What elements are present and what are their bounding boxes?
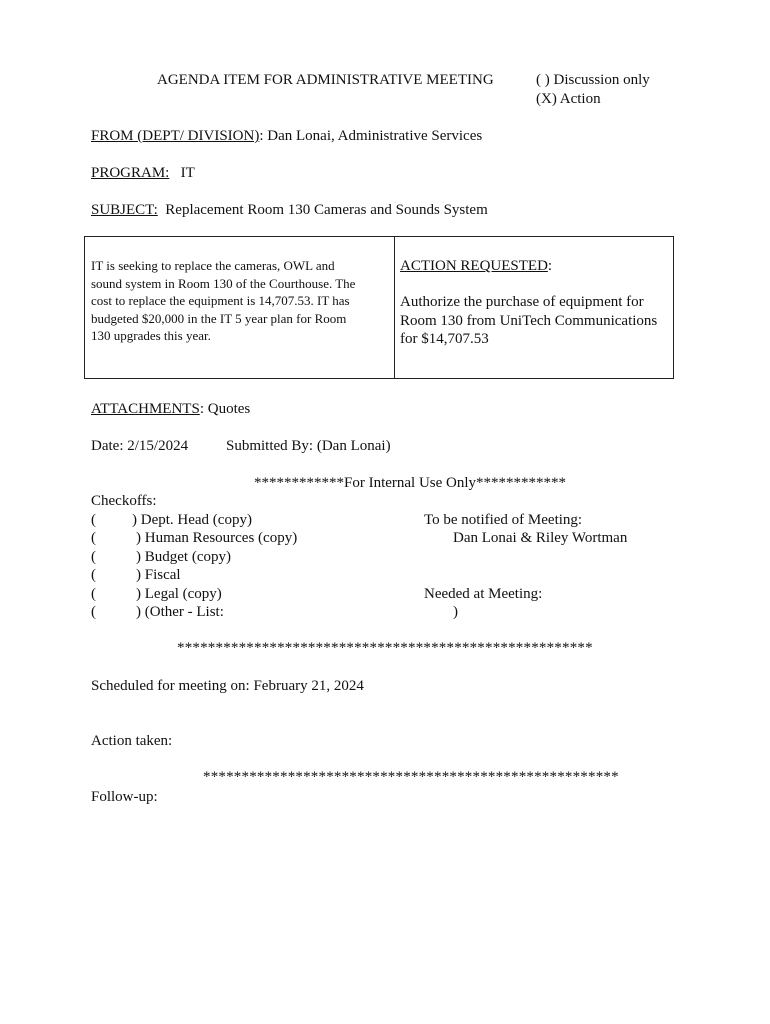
checkoff-open-paren: ( xyxy=(91,512,96,528)
from-value: : Dan Lonai, Administrative Services xyxy=(259,128,483,144)
checkoff-open-paren: ( xyxy=(91,586,96,602)
internal-use-banner: ************For Internal Use Only************ xyxy=(254,475,567,491)
subject-value: Replacement Room 130 Cameras and Sounds System xyxy=(165,202,488,218)
program-line xyxy=(91,164,195,182)
submitted-by-field: Submitted By: (Dan Lonai) xyxy=(226,438,391,454)
action-requested-label: ACTION REQUESTED xyxy=(400,258,548,274)
follow-up-label: Follow-up: xyxy=(91,789,158,805)
needed-at-meeting-value: ) xyxy=(453,604,458,620)
program-value: IT xyxy=(180,165,195,181)
from-line xyxy=(91,127,482,145)
program-label: PROGRAM: xyxy=(91,165,170,181)
action-option: (X) Action xyxy=(536,91,601,107)
needed-at-meeting-label: Needed at Meeting: xyxy=(424,586,543,602)
agenda-title: AGENDA ITEM FOR ADMINISTRATIVE MEETING xyxy=(157,72,494,88)
date-field: Date: 2/15/2024 xyxy=(91,438,189,454)
checkoffs-title: Checkoffs: xyxy=(91,493,157,509)
table-divider xyxy=(394,237,395,378)
subject-label: SUBJECT: xyxy=(91,202,158,218)
checkoff-fiscal: ) Fiscal xyxy=(136,567,181,583)
attachments-label: ATTACHMENTS xyxy=(91,401,200,417)
checkoff-human-resources: ) Human Resources (copy) xyxy=(136,530,298,546)
action-requested-heading xyxy=(400,257,552,275)
checkoff-legal: ) Legal (copy) xyxy=(136,586,222,602)
attachments-value: : Quotes xyxy=(199,401,251,417)
from-label: FROM (DEPT/ DIVISION) xyxy=(91,128,260,144)
action-requested-colon: : xyxy=(547,258,553,274)
action-requested-text: Authorize the purchase of equipment for Room 130 from UniTech Communications for $14,707.53 xyxy=(400,294,658,347)
scheduled-meeting-line: Scheduled for meeting on: February 21, 2024 xyxy=(91,678,364,694)
divider-stars-2: ****************************************************** xyxy=(203,769,619,785)
item-description: IT is seeking to replace the cameras, OWL and sound system in Room 130 of the Courthouse. The cost to replace the equipment is 14,707.53. IT has budgeted $20,000 in the IT 5 year plan for Room 130 upgrades this year. xyxy=(91,258,356,343)
action-taken-label: Action taken: xyxy=(91,733,173,749)
checkoff-open-paren: ( xyxy=(91,567,96,583)
checkoff-dept-head: ) Dept. Head (copy) xyxy=(132,512,252,528)
divider-stars: ****************************************************** xyxy=(177,640,593,656)
checkoff-open-paren: ( xyxy=(91,530,96,546)
subject-line xyxy=(91,201,488,219)
details-table xyxy=(84,236,674,379)
checkoff-budget: ) Budget (copy) xyxy=(136,549,231,565)
attachments-line xyxy=(91,400,250,418)
checkoff-open-paren: ( xyxy=(91,604,96,620)
notify-label: To be notified of Meeting: xyxy=(424,512,583,528)
discussion-only-option: ( ) Discussion only xyxy=(536,72,650,88)
notify-names: Dan Lonai & Riley Wortman xyxy=(453,530,628,546)
checkoff-open-paren: ( xyxy=(91,549,96,565)
checkoff-other: ) (Other - List: xyxy=(136,604,224,620)
